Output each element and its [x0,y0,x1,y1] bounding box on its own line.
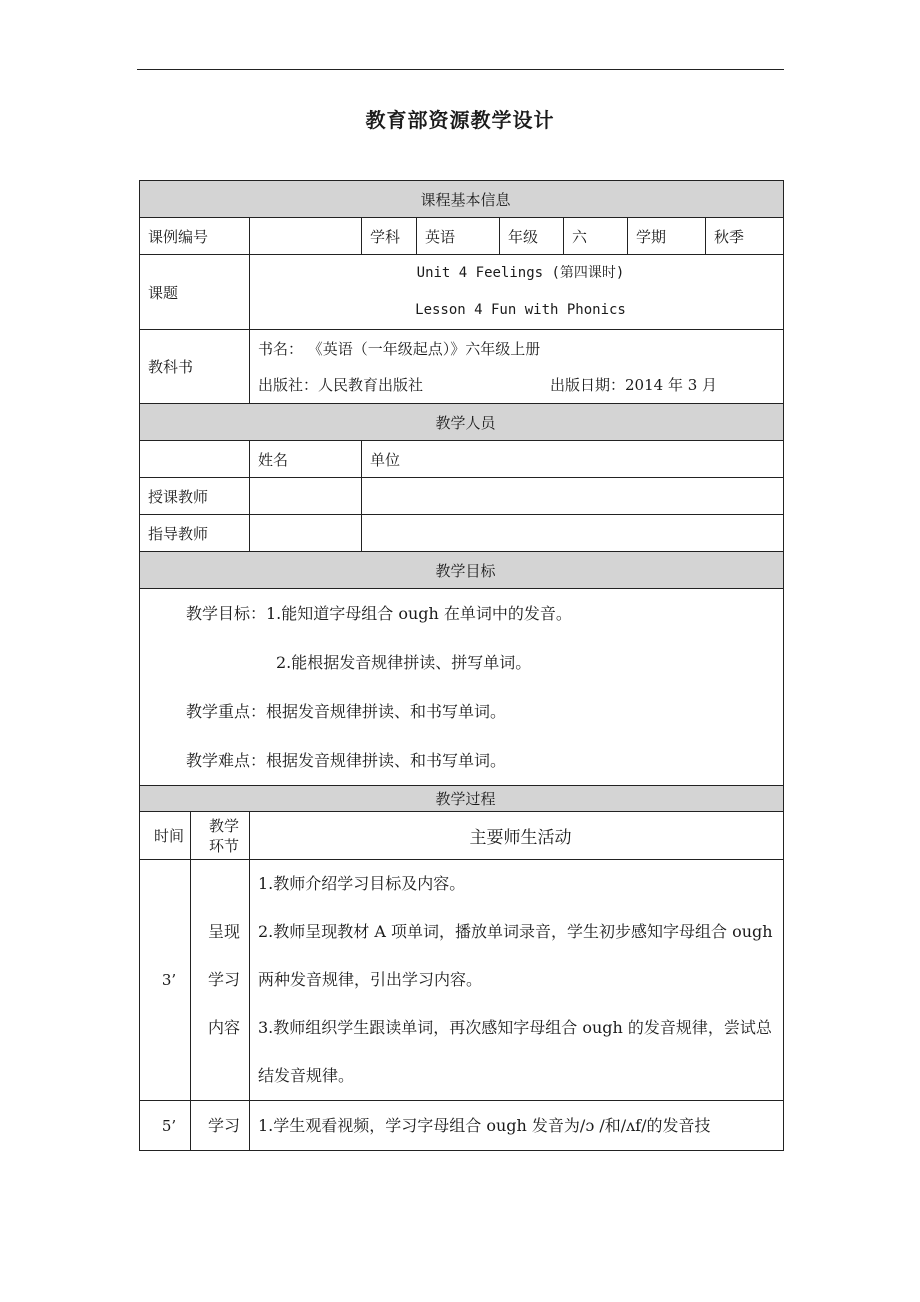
unit-header: 单位 [362,441,784,478]
objective-line-1: 教学目标：1.能知道字母组合 ough 在单词中的发音。 [186,604,572,623]
staff-corner [140,441,250,478]
term-label: 学期 [628,218,706,255]
row-2-time: 5’ [140,1101,191,1151]
mentor-label: 指导教师 [140,515,250,552]
lesson-plan-table [139,180,784,1151]
stage-header-text: 教学环节 [208,816,239,855]
course-id-value [250,218,362,255]
activity-item: 2.教师呈现教材 A 项单词，播放单词录音，学生初步感知字母组合 ough 两种发音规律，引出学习内容。 [258,922,773,989]
objective-line-2: 2.能根据发音规律拼读、拼写单词。 [276,653,532,672]
subject-label: 学科 [362,218,417,255]
row-1-stage-line: 呈现 [207,922,240,941]
activity-item: 1.教师介绍学习目标及内容。 [258,874,466,893]
publish-date: 出版日期：2014 年 3 月 [550,375,718,394]
mentor-unit [362,515,784,552]
activity-item: 1.学生观看视频，学习字母组合 ough 发音为/ɔ /和/ʌf/的发音技 [258,1115,711,1135]
row-1-stage-line: 内容 [207,1018,240,1037]
header-rule [137,69,784,70]
section-staff: 教学人员 [140,404,784,441]
teacher-label: 授课教师 [140,478,250,515]
document-title: 教育部资源教学设计 [365,108,555,132]
time-header: 时间 [140,812,191,860]
publisher: 出版社：人民教育出版社 [258,375,424,394]
topic-line-2: Lesson 4 Fun with Phonics [415,302,626,318]
activity-header: 主要师生活动 [250,812,784,860]
row-2-stage: 学习 [191,1101,250,1151]
row-1-activities [250,860,784,1101]
publisher-line [258,367,783,403]
grade-label: 年级 [500,218,564,255]
textbook-label: 教科书 [140,330,250,404]
subject-value: 英语 [417,218,500,255]
topic-line-1: Unit 4 Feelings (第四课时) [416,265,625,281]
section-process: 教学过程 [140,786,784,812]
teacher-name [250,478,362,515]
textbook-cell [250,330,784,404]
activity-item: 3.教师组织学生跟读单词，再次感知字母组合 ough 的发音规律，尝试总结发音规律。 [258,1018,772,1085]
section-objectives: 教学目标 [140,552,784,589]
teacher-unit [362,478,784,515]
stage-header [191,812,250,860]
grade-value: 六 [564,218,628,255]
objectives-body [140,589,784,786]
section-course-info: 课程基本信息 [140,181,784,218]
course-id-label: 课例编号 [140,218,250,255]
name-header: 姓名 [250,441,362,478]
row-1-stage-line: 学习 [207,970,240,989]
difficulty: 教学难点：根据发音规律拼读、和书写单词。 [186,751,507,770]
row-1-time: 3’ [140,860,191,1101]
book-name: 书名： 《英语（一年级起点）》六年级上册 [258,339,541,358]
mentor-name [250,515,362,552]
key-point: 教学重点：根据发音规律拼读、和书写单词。 [186,702,507,721]
row-2-activities [250,1101,784,1151]
topic-cell [250,255,784,330]
topic-label: 课题 [140,255,250,330]
row-1-stage [191,860,250,1101]
term-value: 秋季 [706,218,784,255]
